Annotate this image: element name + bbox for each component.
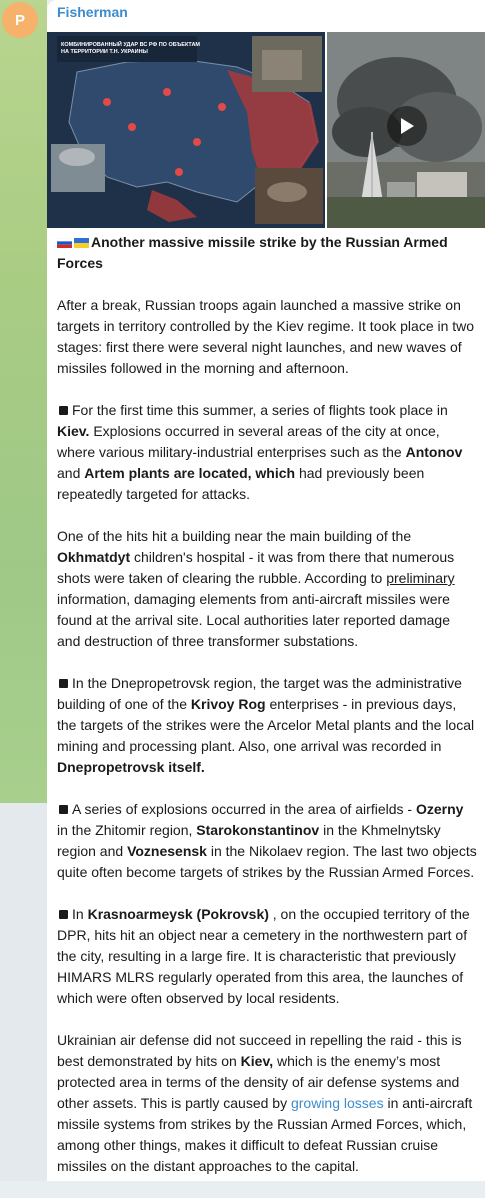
underlined-link[interactable]: preliminary bbox=[386, 570, 455, 586]
paragraph-2 bbox=[57, 400, 477, 505]
text-span: and bbox=[57, 465, 85, 481]
text-span: children's hospital - it was from there that numerous shots were taken of clearing the rubble. According to bbox=[57, 549, 455, 586]
post-title-line bbox=[57, 232, 477, 274]
bold-text: Kiev. bbox=[57, 423, 90, 439]
black-square-icon bbox=[59, 910, 68, 919]
text-span: in the Khmelnytsky region and bbox=[57, 822, 441, 859]
paragraph-3 bbox=[57, 526, 477, 652]
text-span: enterprises - in previous days, the targets of the strikes were the Arcelor Metal plants and the local mining and processing plant. Also, one arrival was recorded in bbox=[57, 696, 475, 754]
growing-losses-link[interactable]: growing losses bbox=[290, 1095, 384, 1111]
ukraine-flag-icon bbox=[74, 238, 89, 248]
text-span: in the Zhitomir region, bbox=[57, 822, 197, 838]
text-span: Explosions occurred in several areas of the city at once, where various military-industrial enterprises such as the bbox=[57, 423, 440, 460]
message-bubble bbox=[47, 0, 485, 1181]
bold-text: Dnepropetrovsk itself. bbox=[57, 759, 205, 775]
map-image[interactable] bbox=[47, 32, 325, 228]
text-span: One of the hits hit a building near the main building of the bbox=[57, 528, 412, 544]
paragraph-4 bbox=[57, 673, 477, 778]
message-text bbox=[57, 232, 477, 1198]
paragraph-5 bbox=[57, 799, 477, 883]
bold-text: Krasnoarmeysk (Pokrovsk) bbox=[87, 906, 269, 922]
text-span: In bbox=[72, 906, 88, 922]
map-title-line2: НА ТЕРРИТОРИИ Т.Н. УКРАИНЫ bbox=[61, 49, 148, 55]
paragraph-1: After a break, Russian troops again launched a massive strike on targets in territory controlled by the Kiev regime. It took place in two stages: first there were several night launches, and new waves of missiles followed in the morning and afternoon. bbox=[57, 297, 475, 376]
text-span: information, damaging elements from anti-aircraft missiles were found at the arrival site. Local authorities later reported damage and destruction of three transformer substations. bbox=[57, 591, 451, 649]
paragraph-7 bbox=[57, 1030, 477, 1177]
bold-text: Kiev, bbox=[240, 1053, 274, 1069]
text-span: , on the occupied territory of the DPR, hits hit an object near a cemetery in the northwestern part of the city, resulting in a large fire. It is characteristic that previously HIMARS MLRS regularly operated from this area, the launches of which were often observed by local residents. bbox=[57, 906, 470, 1006]
text-span: Ukrainian air defense did not succeed in repelling the raid - this is best demonstrated by hits on bbox=[57, 1032, 462, 1069]
black-square-icon bbox=[59, 679, 68, 688]
paragraph-6 bbox=[57, 904, 477, 1009]
text-span: had previously been repeatedly targeted for attacks. bbox=[57, 465, 425, 502]
bold-text: Krivoy Rog bbox=[190, 696, 266, 712]
channel-avatar[interactable]: P bbox=[2, 2, 38, 38]
text-span: For the first time this summer, a series of flights took place in bbox=[72, 402, 448, 418]
bold-text: Antonov bbox=[405, 444, 463, 460]
black-square-icon bbox=[59, 805, 68, 814]
black-square-icon bbox=[59, 406, 68, 415]
bold-text: Starokonstantinov bbox=[196, 822, 320, 838]
video-thumbnail[interactable] bbox=[327, 32, 485, 228]
chat-background bbox=[0, 803, 47, 1181]
text-span: which is the enemy’s most protected area in terms of the density of air defense systems and other assets. This is partly caused by bbox=[57, 1053, 460, 1111]
chat-wallpaper bbox=[0, 0, 47, 803]
text-span: in the Nikolaev region. The last two objects quite often become targets of strikes by the Russian Armed Forces. bbox=[57, 843, 477, 880]
bold-text: Voznesensk bbox=[127, 843, 207, 859]
bold-text: Okhmatdyt bbox=[57, 549, 131, 565]
play-icon bbox=[399, 117, 415, 135]
post-title: Another massive missile strike by the Russian Armed Forces bbox=[57, 234, 448, 271]
russia-flag-icon bbox=[57, 238, 72, 248]
text-span: A series of explosions occurred in the area of airfields - bbox=[72, 801, 416, 817]
play-button[interactable] bbox=[387, 106, 427, 146]
bold-text: Artem plants are located, which bbox=[84, 465, 296, 481]
sender-name[interactable]: Fisherman bbox=[57, 4, 128, 20]
text-span: in anti-aircraft missile systems from strikes by the Russian Armed Forces, which, among other things, makes it difficult to defeat Russian cruise missiles on the distant approaches to the capital. bbox=[57, 1095, 473, 1174]
text-span: In the Dnepropetrovsk region, the target was the administrative building of one of the bbox=[57, 675, 462, 712]
bold-text: Ozerny bbox=[415, 801, 464, 817]
map-title-line1: КОМБИНИРОВАННЫЙ УДАР ВС РФ ПО ОБЪЕКТАМ bbox=[61, 42, 201, 48]
